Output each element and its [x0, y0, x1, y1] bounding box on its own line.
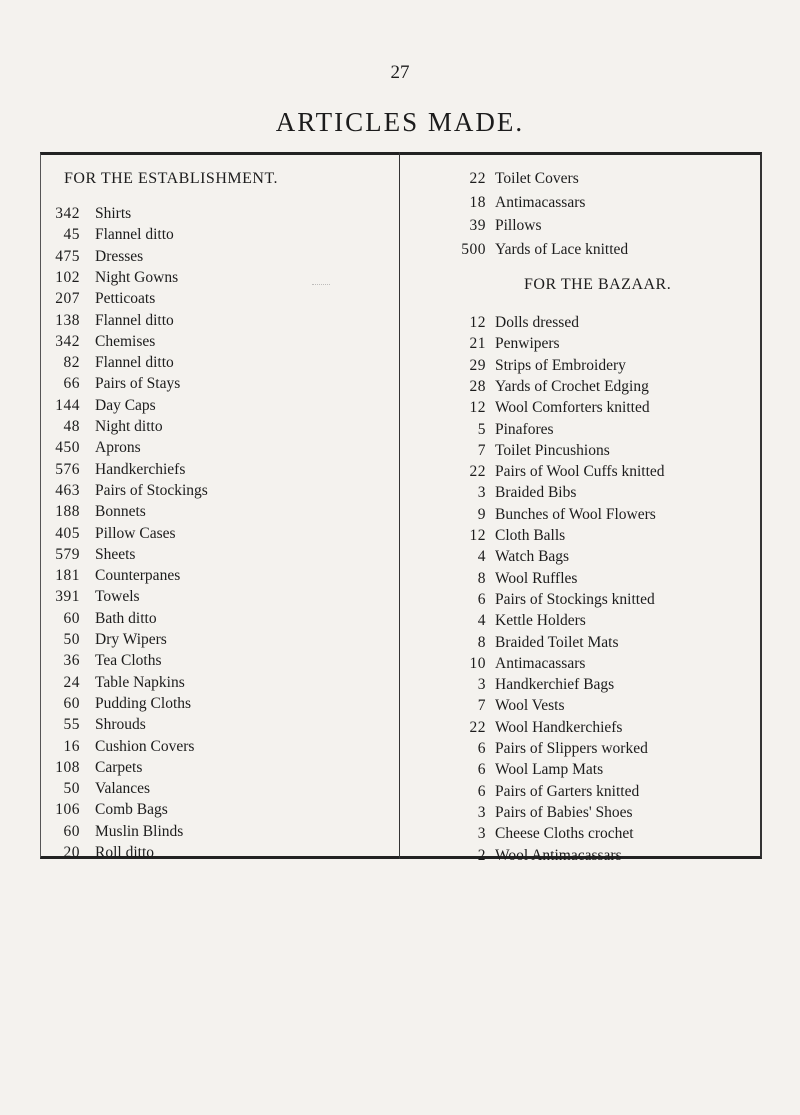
list-item	[40, 759, 399, 781]
item-name: Petticoats	[95, 290, 156, 308]
item-quantity: 45	[63, 226, 80, 244]
item-name: Pairs of Garters knitted	[495, 782, 640, 800]
item-name: Toilet Covers	[495, 170, 579, 187]
item-quantity: 342	[55, 205, 80, 222]
page-number: 27	[390, 62, 410, 83]
item-name: Pairs of Stays	[95, 375, 181, 393]
item-name: Braided Bibs	[495, 484, 577, 502]
page-title: ARTICLES MADE.	[275, 107, 525, 137]
item-quantity: 3	[477, 484, 486, 502]
item-quantity: 450	[55, 439, 80, 457]
list-item	[40, 631, 399, 653]
list-item	[40, 844, 399, 866]
list-item	[40, 418, 399, 440]
item-name: Dresses	[95, 247, 144, 265]
item-quantity: 6	[477, 590, 486, 608]
item-name: Yards of Crochet Edging	[495, 377, 649, 395]
item-name: Valances	[95, 780, 151, 798]
list-item	[40, 397, 399, 419]
item-name: Dry Wipers	[95, 631, 167, 648]
list-item	[400, 783, 762, 805]
list-item	[40, 290, 399, 312]
item-name: Pairs of Stockings	[95, 481, 208, 499]
list-item	[40, 652, 399, 674]
item-quantity: 144	[55, 396, 80, 414]
item-name: Night Gowns	[95, 268, 179, 286]
item-quantity: 6	[477, 761, 486, 779]
list-item	[40, 333, 399, 355]
item-quantity: 2	[477, 846, 486, 864]
item-quantity: 8	[477, 633, 486, 651]
list-item	[40, 375, 399, 397]
item-name: Flannel ditto	[95, 311, 174, 329]
item-name: Pinafores	[495, 420, 554, 438]
list-item	[40, 461, 399, 483]
item-name: Antimacassars	[495, 654, 586, 672]
list-item	[40, 503, 399, 525]
list-item	[400, 527, 762, 549]
list-item	[40, 525, 399, 547]
item-quantity: 22	[469, 463, 486, 481]
item-quantity: 4	[477, 548, 486, 566]
establishment-heading: FOR THE ESTABLISHMENT.	[64, 170, 279, 187]
item-quantity: 188	[55, 503, 80, 521]
list-item	[400, 676, 762, 698]
item-name: Braided Toilet Mats	[495, 633, 619, 651]
item-name: Muslin Blinds	[95, 822, 184, 840]
list-item	[400, 612, 762, 634]
item-name: Wool Lamp Mats	[495, 761, 604, 779]
item-name: Pairs of Stockings knitted	[495, 590, 655, 608]
item-quantity: 3	[477, 676, 486, 694]
list-item	[400, 378, 762, 400]
item-name: Carpets	[95, 758, 143, 776]
list-item	[400, 241, 762, 263]
item-name: Yards of Lace knitted	[495, 240, 629, 258]
item-name: Dolls dressed	[495, 314, 579, 331]
item-name: Pairs of Babies' Shoes	[495, 803, 633, 821]
item-name: Pairs of Slippers worked	[495, 740, 648, 757]
item-quantity: 12	[469, 527, 486, 544]
list-item	[400, 804, 762, 826]
list-item	[400, 548, 762, 570]
item-name: Wool Antimacassars	[495, 846, 622, 864]
item-quantity: 106	[55, 801, 80, 819]
list-item	[400, 655, 762, 677]
item-name: Comb Bags	[95, 801, 168, 819]
item-name: Handkerchief Bags	[495, 676, 615, 694]
item-name: Bunches of Wool Flowers	[495, 505, 656, 523]
item-quantity: 108	[55, 758, 80, 776]
item-quantity: 102	[55, 268, 80, 286]
list-item	[40, 610, 399, 632]
list-item	[400, 591, 762, 613]
item-quantity: 12	[469, 314, 486, 331]
item-name: Watch Bags	[495, 548, 570, 566]
item-name: Pillows	[495, 217, 542, 234]
item-quantity: 39	[469, 217, 486, 234]
list-item	[400, 761, 762, 783]
item-quantity: 60	[63, 609, 80, 627]
item-name: Antimacassars	[495, 193, 586, 211]
list-item	[40, 588, 399, 610]
item-quantity: 82	[63, 354, 80, 372]
item-name: Pudding Cloths	[95, 694, 192, 712]
item-name: Sheets	[95, 545, 136, 563]
item-quantity: 6	[477, 782, 486, 800]
item-quantity: 7	[477, 697, 486, 715]
item-quantity: 22	[469, 170, 486, 187]
list-item	[400, 570, 762, 592]
list-item	[40, 567, 399, 589]
item-quantity: 50	[63, 631, 80, 648]
list-item	[400, 399, 762, 421]
item-name: Cushion Covers	[95, 737, 195, 755]
item-quantity: 8	[477, 569, 486, 587]
item-name: Flannel ditto	[95, 354, 174, 372]
item-quantity: 10	[469, 654, 486, 672]
item-quantity: 18	[469, 193, 486, 211]
list-item	[40, 546, 399, 568]
list-item	[400, 484, 762, 506]
item-quantity: 60	[63, 822, 80, 840]
item-name: Wool Handkerchiefs	[495, 718, 623, 736]
list-item	[40, 205, 399, 227]
item-name: Chemises	[95, 332, 156, 350]
item-quantity: 138	[55, 311, 80, 329]
list-item	[400, 740, 762, 762]
item-quantity: 28	[469, 377, 486, 395]
item-quantity: 3	[477, 825, 486, 843]
list-item	[40, 801, 399, 823]
item-name: Roll ditto	[95, 844, 154, 861]
list-item	[400, 217, 762, 239]
item-name: Towels	[95, 588, 140, 606]
item-quantity: 9	[477, 505, 486, 523]
item-quantity: 576	[55, 460, 80, 478]
item-name: Pillow Cases	[95, 524, 176, 542]
item-quantity: 6	[477, 740, 486, 757]
item-quantity: 66	[63, 375, 80, 393]
item-quantity: 55	[63, 716, 80, 734]
item-quantity: 29	[469, 356, 486, 374]
item-quantity: 475	[55, 247, 80, 265]
item-quantity: 16	[63, 737, 80, 755]
item-quantity: 36	[63, 652, 80, 670]
item-quantity: 405	[55, 524, 80, 542]
item-name: Kettle Holders	[495, 612, 586, 630]
item-name: Night ditto	[95, 418, 163, 435]
list-item	[400, 506, 762, 528]
item-name: Day Caps	[95, 396, 156, 414]
item-quantity: 48	[63, 418, 80, 435]
item-quantity: 4	[477, 612, 486, 630]
item-quantity: 22	[469, 718, 486, 736]
item-quantity: 20	[63, 844, 80, 861]
list-item	[40, 738, 399, 760]
item-quantity: 21	[469, 335, 486, 353]
item-quantity: 207	[55, 290, 80, 308]
item-name: Shirts	[95, 205, 132, 222]
item-quantity: 50	[63, 780, 80, 798]
item-name: Aprons	[95, 439, 141, 457]
item-quantity: 342	[55, 332, 80, 350]
item-name: Penwipers	[495, 335, 560, 353]
item-name: Strips of Embroidery	[495, 356, 626, 374]
list-item	[40, 248, 399, 270]
item-name: Table Napkins	[95, 673, 185, 691]
item-name: Tea Cloths	[95, 652, 162, 670]
item-name: Flannel ditto	[95, 226, 174, 244]
item-name: Cheese Cloths crochet	[495, 825, 634, 843]
list-item	[400, 314, 762, 336]
item-name: Bonnets	[95, 503, 146, 521]
item-quantity: 7	[477, 441, 486, 459]
list-item	[40, 674, 399, 696]
item-name: Shrouds	[95, 716, 146, 734]
item-quantity: 5	[477, 420, 486, 438]
list-item	[400, 634, 762, 656]
list-item	[400, 421, 762, 443]
list-item	[40, 482, 399, 504]
item-name: Counterpanes	[95, 567, 181, 585]
list-item	[40, 823, 399, 845]
item-name: Cloth Balls	[495, 527, 566, 544]
list-item	[400, 697, 762, 719]
list-item	[40, 312, 399, 334]
list-item	[40, 716, 399, 738]
item-quantity: 391	[55, 588, 80, 606]
item-quantity: 12	[469, 399, 486, 417]
list-item	[400, 719, 762, 741]
item-quantity: 24	[63, 673, 80, 691]
item-name: Wool Vests	[495, 697, 565, 715]
list-item	[40, 269, 399, 291]
list-item	[400, 194, 762, 216]
item-quantity: 463	[55, 481, 80, 499]
list-item	[400, 847, 762, 869]
list-item	[400, 170, 762, 192]
item-name: Handkerchiefs	[95, 460, 186, 478]
item-name: Toilet Pincushions	[495, 441, 610, 459]
item-name: Wool Comforters knitted	[495, 399, 650, 417]
item-name: Bath ditto	[95, 609, 157, 627]
item-quantity: 181	[55, 567, 80, 585]
list-item	[400, 825, 762, 847]
list-item	[40, 439, 399, 461]
list-item	[400, 463, 762, 485]
item-quantity: 500	[461, 240, 486, 258]
list-item	[40, 695, 399, 717]
item-quantity: 60	[63, 694, 80, 712]
item-name: Wool Ruffles	[495, 569, 578, 587]
list-item	[400, 357, 762, 379]
list-item	[40, 780, 399, 802]
bazaar-heading: FOR THE BAZAAR.	[524, 276, 672, 293]
list-item	[400, 442, 762, 464]
list-item	[40, 354, 399, 376]
item-quantity: 579	[55, 545, 80, 563]
list-item	[400, 335, 762, 357]
item-quantity: 3	[477, 803, 486, 821]
item-name: Pairs of Wool Cuffs knitted	[495, 463, 665, 481]
list-item	[40, 226, 399, 248]
